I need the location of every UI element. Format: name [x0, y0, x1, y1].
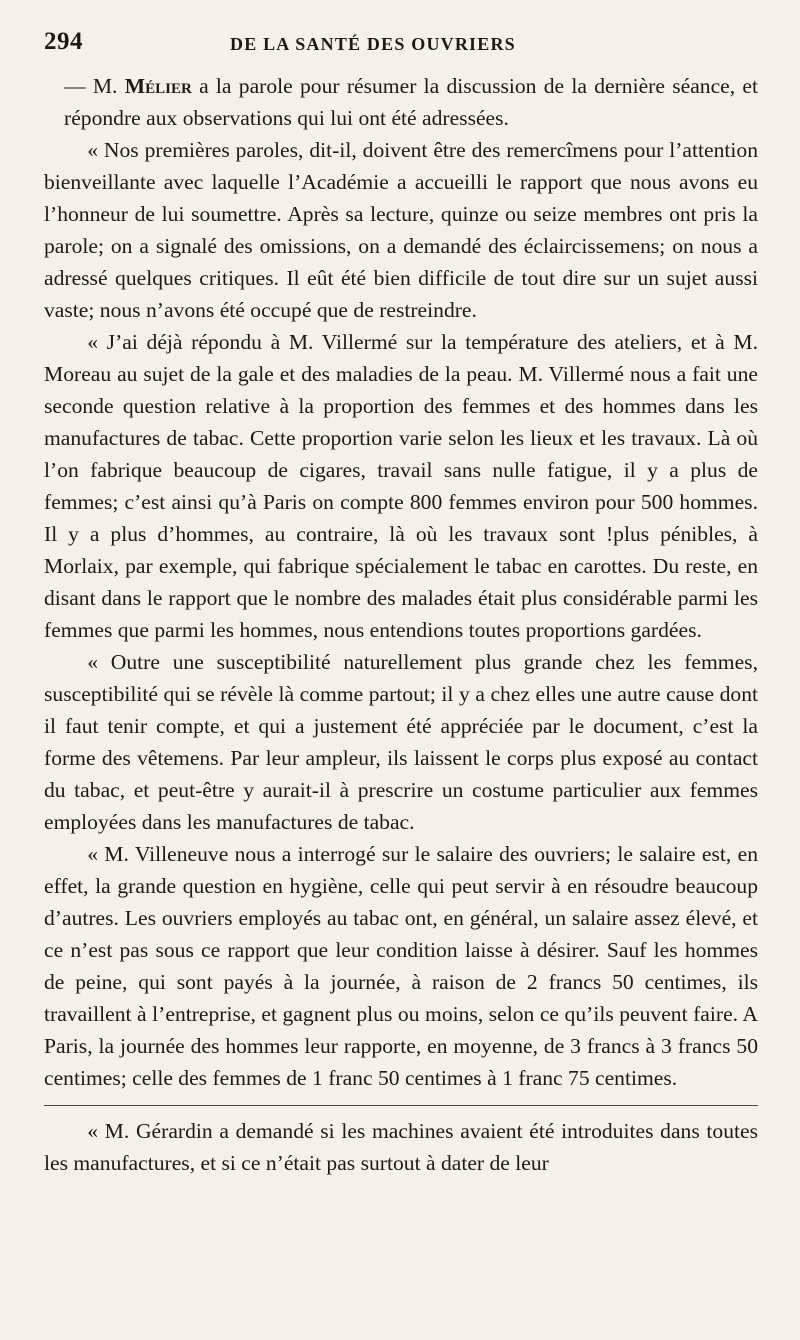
paragraph-susceptibility: « Outre une susceptibilité naturellement plus grande chez les femmes, susceptibilité qui se révèle là comme partout; il y a chez elles une autre cause dont il faut tenir compte, et qui a justement été appréciée par le document, c’est la forme des vêtemens. Par leur ampleur, ils laissent le corps plus exposé au contact du tabac, et peut-être y aurait-il à prescrire un costume particulier aux femmes employées dans les manufactures de tabac.: [44, 650, 758, 834]
text-body: [44, 70, 758, 1179]
paragraph-gerardin: « M. Gérardin a demandé si les machines avaient été introduites dans toutes les manufactures, et si ce n’était pas surtout à dater de leur: [44, 1119, 758, 1175]
intro-dash: — M.: [64, 74, 125, 98]
paragraph-thanks: « Nos premières paroles, dit-il, doivent être des remercîmens pour l’attention bienveillante avec laquelle l’Académie a accueilli le rapport que nous avons eu l’honneur de lui soumettre. Après sa lecture, quinze ou seize membres ont pris la parole; on a signalé des omissions, on a demandé des éclaircissemens; on nous a adressé quelques critiques. Il eût été bien difficile de tout dire sur un sujet aussi vaste; nous n’avons été occupé que de restreindre.: [44, 138, 758, 322]
paragraph-villerme: « J’ai déjà répondu à M. Villermé sur la température des ateliers, et à M. Moreau au sujet de la gale et des maladies de la peau. M. Villermé nous a fait une seconde question relative à la proportion des femmes et des hommes dans les manufactures de tabac. Cette proportion varie selon les lieux et les travaux. Là où l’on fabrique beaucoup de cigares, travail sans nulle fatigue, il y a plus de femmes; c’est ainsi qu’à Paris on compte 800 femmes environ pour 500 hommes. Il y a plus d’hommes, au contraire, là où les travaux sont !plus pénibles, à Morlaix, par exemple, qui fabrique spécialement le tabac en carottes. Du reste, en disant dans le rapport que le nombre des malades était plus considérable parmi les femmes que parmi les hommes, nous entendions toutes proportions gardées.: [44, 330, 758, 642]
speaker-name: Mélier: [124, 74, 192, 98]
paragraph-melier-intro: [44, 70, 758, 134]
section-divider: [44, 1105, 758, 1106]
page-number: 294: [44, 28, 83, 55]
paragraph-villeneuve-wages: « M. Villeneuve nous a interrogé sur le salaire des ouvriers; le salaire est, en effet, la grande question en hygiène, celle qui peut servir à en résoudre beaucoup d’autres. Les ouvriers employés au tabac ont, en général, un salaire assez élevé, et ce n’est pas sous ce rapport que leur condition laisse à désirer. Sauf les hommes de peine, qui sont payés à la journée, à raison de 2 francs 50 centimes, ils travaillent à l’entreprise, et gagnent plus ou moins, selon ce qu’ils peuvent faire. A Paris, la journée des hommes leur rapporte, en moyenne, de 3 francs à 3 francs 50 centimes; celle des femmes de 1 franc 50 centimes à 1 franc 75 centimes.: [44, 842, 758, 1090]
running-title: DE LA SANTÉ DES OUVRIERS: [230, 34, 516, 54]
running-head: [44, 28, 758, 64]
intro-text: a la parole pour résumer la discussion de la dernière séance, et répondre aux observations qui lui ont été adressées.: [64, 74, 759, 130]
